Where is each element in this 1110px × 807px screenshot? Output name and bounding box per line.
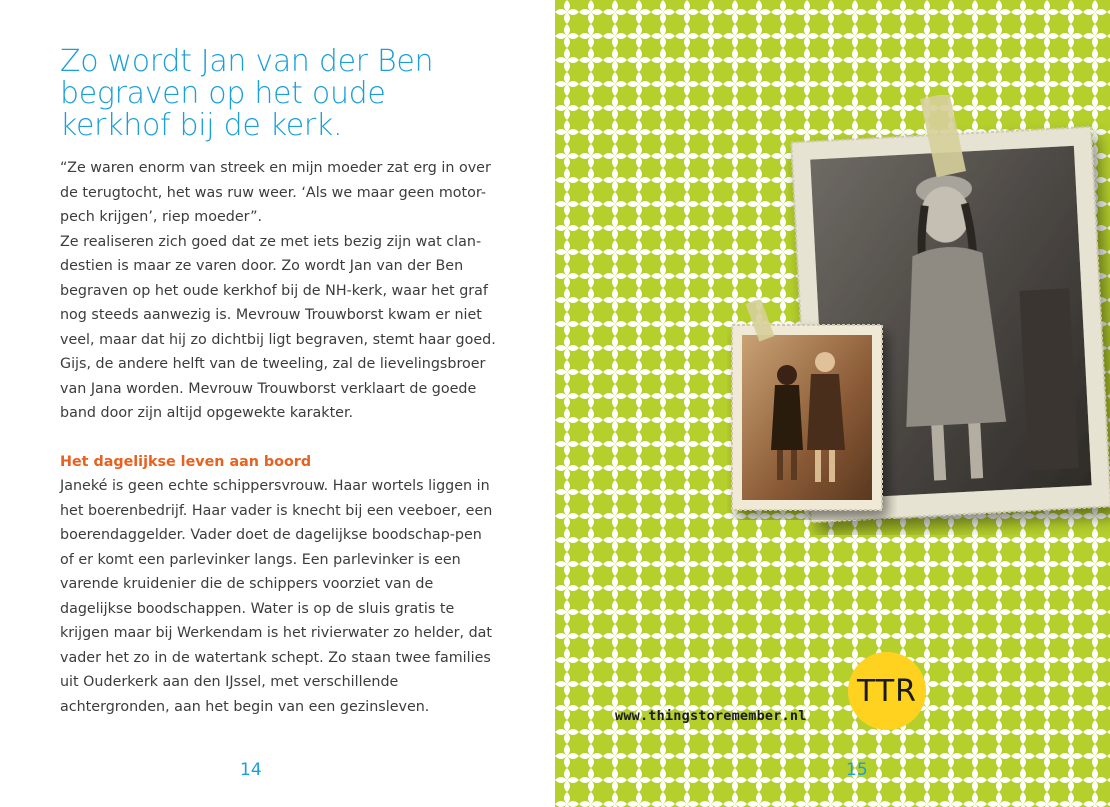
- page-heading: Zo wordt Jan van der Ben begraven op het oude kerkhof bij de kerk.: [60, 44, 434, 143]
- website-url: www.thingstoremember.nl: [615, 708, 807, 724]
- page-number-left: 14: [240, 760, 262, 780]
- paragraph-quote: “Ze waren enorm van streek en mijn moeder zat erg in over de terugtocht, het was ruw weer. ‘Als we maar geen motor-pech krijgen’, riep moeder”.: [60, 160, 491, 225]
- page-number-right: 15: [846, 760, 868, 780]
- paragraph-daily-life: Janeké is geen echte schippersvrouw. Haar wortels liggen in het boerenbedrijf. Haar vader is knecht bij een veeboer, een boerendaggelder. Vader doet de dagelijkse boodschap-pen of er komt een parlevinker langs. Een parlevinker is een varende kruidenier die de schippers voorziet van de dagelijkse boodschappen. Water is op de sluis gratis te krijgen maar bij Werkendam is het rivierwater zo helder, dat vader het zo in de watertank schept. Zo staan twee families uit Ouderkerk aan den IJssel, met verschillende achtergronden, aan het begin van een gezinsleven.: [60, 478, 493, 715]
- section-subheading: Het dagelijkse leven aan boord: [60, 453, 312, 470]
- right-page: [555, 0, 1110, 807]
- ttr-logo: TTR: [848, 652, 926, 730]
- paragraph-burial: Ze realiseren zich goed dat ze met iets bezig zijn wat clan-destien is maar ze varen door. Zo wordt Jan van der Ben begraven op het oude kerkhof bij de NH-kerk, waar het graf nog steeds aanwezig is. Mevrouw Trouwborst kwam er niet veel, maar dat hij zo dichtbij ligt begraven, stemt haar goed. Gijs, de andere helft van de tweeling, zal de lievelingsbroer van Jana worden. Mevrouw Trouwborst verklaart de goede band door zijn altijd opgewekte karakter.: [60, 233, 496, 421]
- body-text: [60, 156, 500, 719]
- small-vintage-photo: [727, 300, 897, 520]
